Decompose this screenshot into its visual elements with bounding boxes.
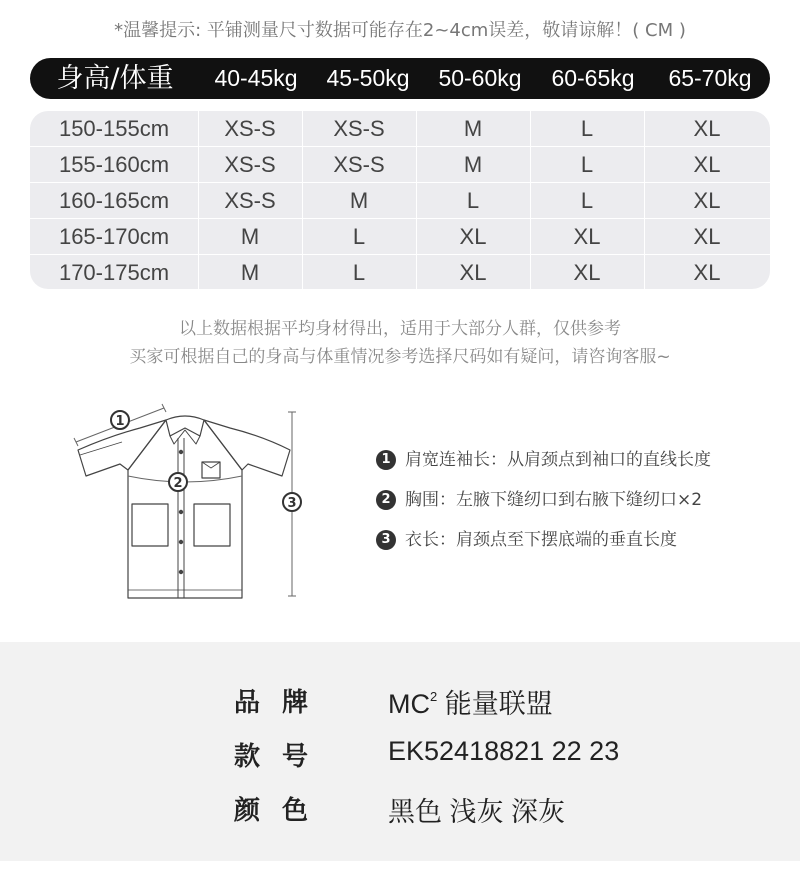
marker-1 [111, 411, 129, 429]
size-cell: M [240, 260, 260, 285]
marker-3 [283, 493, 301, 511]
svg-text:1: 1 [115, 414, 125, 429]
size-cell: XL [693, 152, 721, 177]
size-cell: L [352, 224, 366, 249]
header-weight-col: 45-50kg [326, 65, 410, 91]
size-cell: XS-S [224, 152, 276, 177]
model-value: EK52418821 22 23 [388, 736, 620, 766]
table-row [30, 218, 770, 255]
size-cell: XL [693, 224, 721, 249]
height-cell: 160-165cm [58, 188, 170, 213]
measurement-text: 肩宽连袖长：从肩颈点到袖口的直线长度 [405, 450, 711, 470]
number-2-icon: 2 [376, 490, 396, 510]
size-cell: XL [573, 224, 601, 249]
color-label: 颜色 [234, 796, 331, 826]
product-info-panel [0, 642, 800, 861]
height-cell: 150-155cm [58, 116, 170, 141]
reference-note-line1: 以上数据根据平均身材得出，适用于大部分人群，仅供参考 [179, 319, 621, 339]
measurement-text: 胸围：左腋下缝纫口到右腋下缝纫口×2 [405, 490, 703, 510]
measurement-item-shoulder-sleeve [376, 449, 711, 471]
height-cell: 165-170cm [58, 224, 170, 249]
table-row [30, 111, 770, 147]
measurement-notice: *温馨提示: 平铺测量尺寸数据可能存在2~4cm误差，敬请谅解！( CM ) [114, 20, 686, 41]
brand-value: $MC^2$ 能量联盟 [388, 689, 553, 719]
header-weight-col: 50-60kg [438, 65, 522, 91]
model-label: 款号 [234, 742, 331, 772]
size-cell: M [463, 152, 483, 177]
size-cell: XL [459, 260, 487, 285]
size-cell: L [466, 188, 480, 213]
size-cell: L [580, 152, 594, 177]
color-value: 黑色 浅灰 深灰 [388, 797, 566, 827]
measurement-item-length [376, 529, 677, 551]
marker-2 [169, 473, 187, 491]
height-cell: 170-175cm [58, 260, 170, 285]
size-cell: M [463, 116, 483, 141]
size-cell: XS-S [224, 188, 276, 213]
size-cell: XL [573, 260, 601, 285]
header-weight-col: 40-45kg [214, 65, 298, 91]
height-cell: 155-160cm [58, 152, 170, 177]
header-weight-col: 65-70kg [668, 65, 752, 91]
size-cell: XS-S [333, 116, 385, 141]
size-cell: XL [693, 260, 721, 285]
table-row [30, 254, 770, 289]
size-table-header [30, 58, 770, 99]
size-cell: XS-S [224, 116, 276, 141]
garment-diagram [70, 400, 310, 600]
svg-text:3: 3 [287, 496, 297, 511]
brand-label: 品牌 [234, 688, 331, 718]
number-1-icon: 1 [376, 450, 396, 470]
table-row [30, 146, 770, 183]
number-3-icon: 3 [376, 530, 396, 550]
table-row [30, 182, 770, 219]
size-cell: XL [693, 188, 721, 213]
size-cell: M [240, 224, 260, 249]
reference-note-line2: 买家可根据自己的身高与体重情况参考选择尺码如有疑问，请咨询客服~ [129, 347, 671, 367]
size-cell: XL [693, 116, 721, 141]
size-cell: XL [459, 224, 487, 249]
measurement-text: 衣长：肩颈点至下摆底端的垂直长度 [405, 530, 677, 550]
svg-text:2: 2 [173, 476, 183, 491]
header-height-weight: 身高/体重 [56, 63, 174, 94]
size-cell: XS-S [333, 152, 385, 177]
header-weight-col: 60-65kg [551, 65, 635, 91]
size-cell: L [352, 260, 366, 285]
measurement-item-chest [376, 489, 702, 511]
size-table [30, 111, 770, 289]
size-cell: L [580, 188, 594, 213]
size-cell: M [349, 188, 369, 213]
size-cell: L [580, 116, 594, 141]
